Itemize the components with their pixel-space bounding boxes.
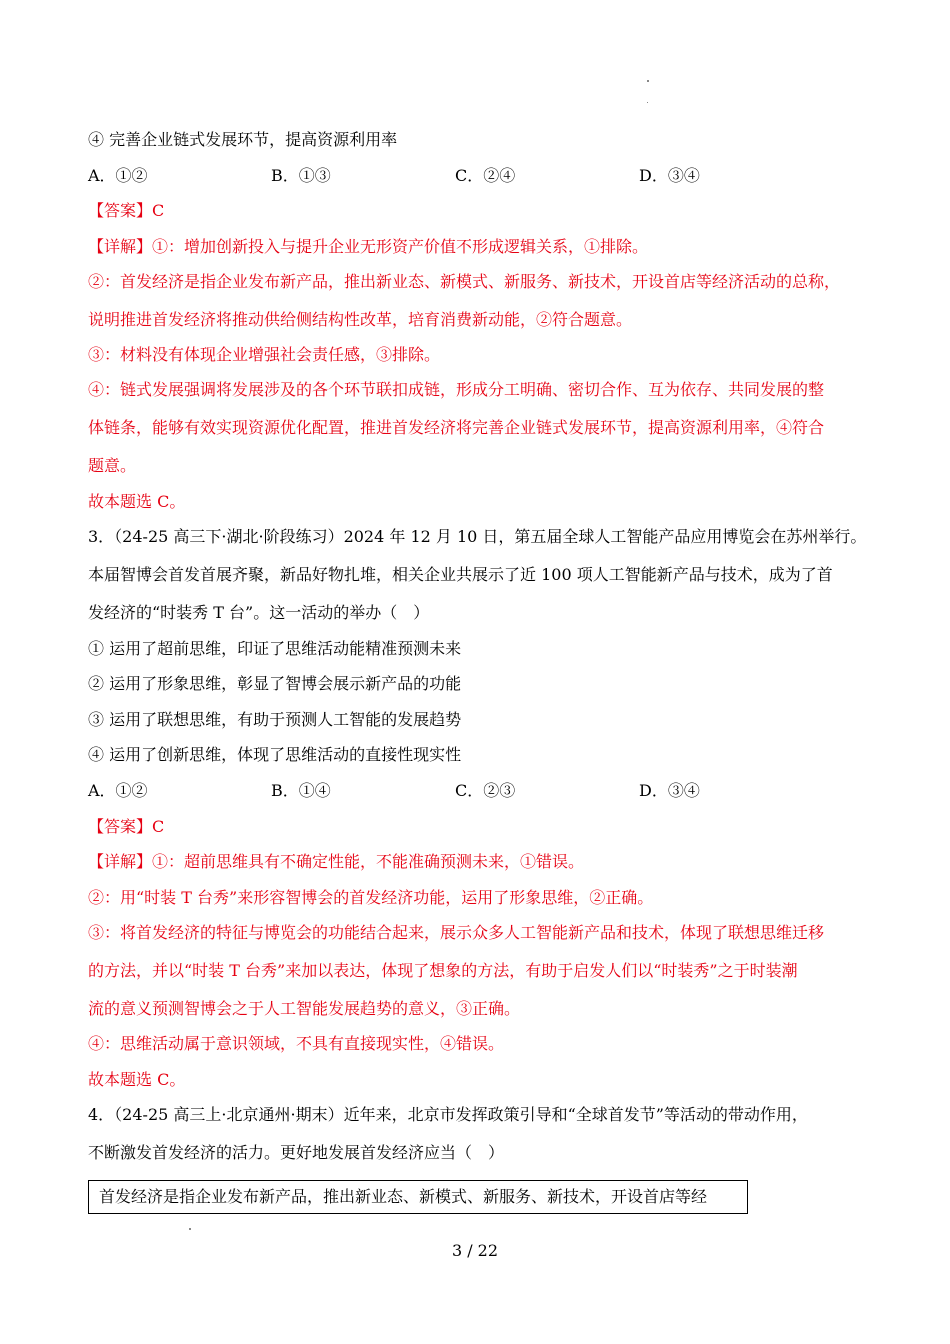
page-number: 3 / 22 (451, 1241, 499, 1260)
option-b: B．①③ (271, 166, 331, 185)
detail-line: ③：材料没有体现企业增强社会责任感，③排除。 (88, 345, 441, 364)
statement-3: ③ 运用了联想思维，有助于预测人工智能的发展趋势 (88, 710, 462, 729)
detail-line: 流的意义预测智博会之于人工智能发展趋势的意义，③正确。 (88, 999, 521, 1018)
option-c: C．②④ (455, 166, 516, 185)
option-b: B．①④ (271, 781, 331, 800)
option-d: D．③④ (639, 166, 700, 185)
statement-4: ④ 完善企业链式发展环节，提高资源利用率 (88, 130, 398, 149)
statement-4: ④ 运用了创新思维，体现了思维活动的直接性现实性 (88, 745, 462, 764)
material-text: 首发经济是指企业发布新产品，推出新业态、新模式、新服务、新技术，开设首店等经 (99, 1187, 708, 1206)
question-stem: 发经济的“时装秀 T 台”。这一活动的举办（ ） (88, 603, 430, 622)
option-d: D．③④ (639, 781, 700, 800)
question-stem: 不断激发首发经济的活力。更好地发展首发经济应当（ ） (88, 1143, 505, 1162)
detail-line: 【详解】①：超前思维具有不确定性能，不能准确预测未来，①错误。 (88, 852, 585, 871)
detail-line: ④：链式发展强调将发展涉及的各个环节联扣成链，形成分工明确、密切合作、互为依存、共同发展的整 (88, 380, 825, 399)
detail-line: ③：将首发经济的特征与博览会的功能结合起来，展示众多人工智能新产品和技术，体现了联想思维迁移 (88, 923, 825, 942)
question-stem: 4．（24-25 高三上·北京通州·期末）近年来，北京市发挥政策引导和“全球首发节”等活动的带动作用， (88, 1105, 808, 1124)
question-stem: 3．（24-25 高三下·湖北·阶段练习）2024 年 12 月 10 日，第五届全球人工智能产品应用博览会在苏州举行。 (88, 527, 867, 546)
conclusion: 故本题选 C。 (88, 492, 186, 511)
detail-line: 【详解】①：增加创新投入与提升企业无形资产价值不形成逻辑关系，①排除。 (88, 237, 649, 256)
option-a: A．①② (88, 166, 148, 185)
detail-line: ②：首发经济是指企业发布新产品，推出新业态、新模式、新服务、新技术，开设首店等经济活动的总称， (88, 272, 841, 291)
answer-label: 【答案】C (88, 201, 165, 220)
conclusion: 故本题选 C。 (88, 1070, 186, 1089)
detail-line: 体链条，能够有效实现资源优化配置，推进首发经济将完善企业链式发展环节，提高资源利用率，④符合 (88, 418, 825, 437)
artifact-dot (189, 1228, 191, 1230)
statement-2: ② 运用了形象思维，彰显了智博会展示新产品的功能 (88, 674, 462, 693)
detail-line: ④：思维活动属于意识领域，不具有直接现实性，④错误。 (88, 1034, 505, 1053)
option-c: C．②③ (455, 781, 516, 800)
option-a: A．①② (88, 781, 148, 800)
statement-1: ① 运用了超前思维，印证了思维活动能精准预测未来 (88, 639, 462, 658)
detail-line: 说明推进首发经济将推动供给侧结构性改革，培育消费新动能，②符合题意。 (88, 310, 633, 329)
answer-label: 【答案】C (88, 817, 165, 836)
detail-line: 的方法，并以“时装 T 台秀”来加以表达，体现了想象的方法，有助于启发人们以“时装秀”之于时装潮 (88, 961, 798, 980)
detail-line: 题意。 (88, 456, 137, 475)
question-stem: 本届智博会首发首展齐聚，新品好物扎堆，相关企业共展示了近 100 项人工智能新产品与技术，成为了首 (88, 565, 833, 584)
artifact-dot (647, 80, 649, 82)
material-box (88, 1180, 748, 1214)
artifact-dot (647, 102, 648, 103)
detail-line: ②：用“时装 T 台秀”来形容智博会的首发经济功能，运用了形象思维，②正确。 (88, 888, 654, 907)
